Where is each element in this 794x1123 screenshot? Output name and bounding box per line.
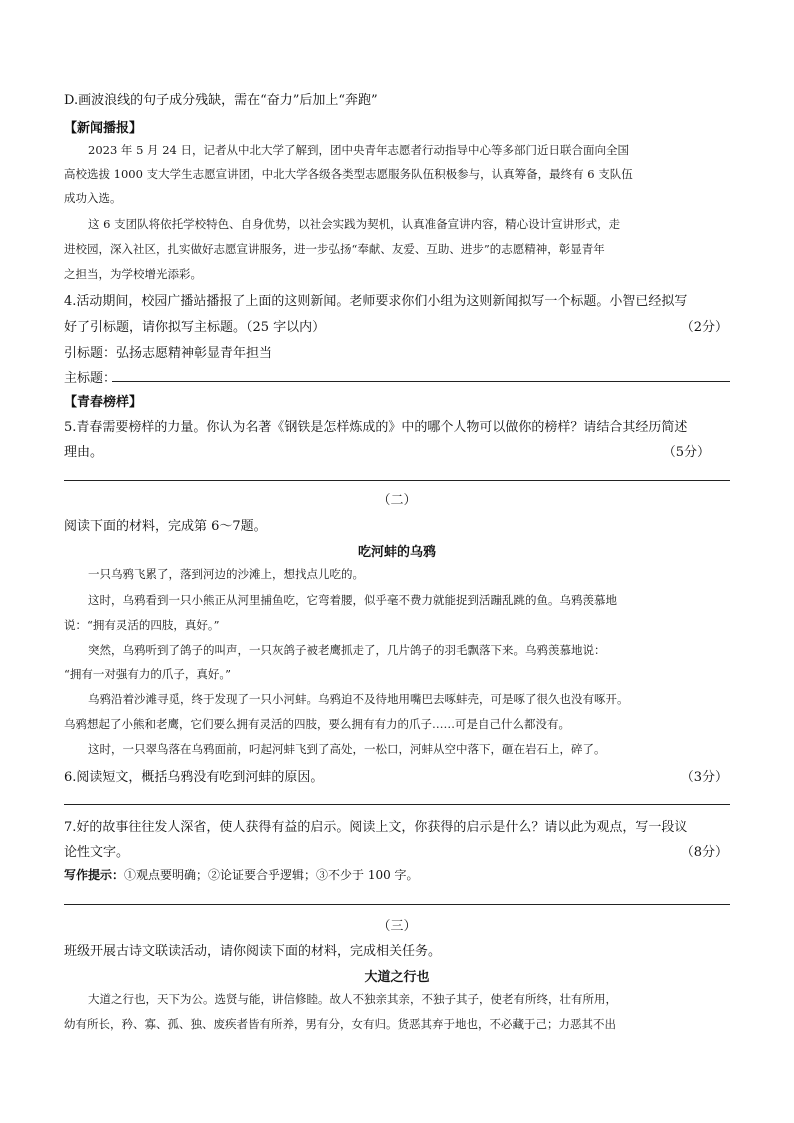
q7-line2: 论性文字。: [64, 845, 130, 860]
news-p1-line3: 成功入选。: [64, 191, 122, 205]
news-heading: 【新闻播报】: [64, 121, 143, 136]
writing-tip-text: ①观点要明确；②论证要合乎逻辑；③不少于 100 字。: [124, 868, 419, 882]
section-two-number: （二）: [377, 493, 417, 508]
story-para3-line1: 突然，乌鸦听到了鸽子的叫声，一只灰鸽子被老鹰抓走了，几片鸽子的羽毛飘落下来。乌鸦羡慕地说：: [88, 643, 606, 657]
q4-line1: 4.活动期间，校园广播站播报了上面的这则新闻。老师要求你们小组为这则新闻拟写一个标题。小智已经拟写: [64, 294, 688, 309]
writing-tip: [64, 866, 419, 883]
q5-score: （5分）: [662, 445, 710, 460]
youth-heading: 【青春榜样】: [64, 395, 143, 410]
story-para4-line1: 乌鸦沿着沙滩寻觅，终于发现了一只小河蚌。乌鸦迫不及待地用嘴巴去啄蚌壳，可是啄了很久也没有啄开。: [88, 692, 629, 706]
q5-line2: 理由。: [64, 445, 104, 460]
q7-answer-line[interactable]: [64, 904, 730, 905]
news-p2-line1: 这 6 支团队将依托学校特色、自身优势，以社会实践为契机，认真准备宣讲内容，精心设计宣讲形式，走: [88, 217, 621, 231]
writing-tip-label: 写作提示：: [64, 868, 125, 882]
q6-answer-line[interactable]: [64, 804, 730, 805]
story-para5: 这时，一只翠鸟落在乌鸦面前，叼起河蚌飞到了高处，一松口，河蚌从空中落下，砸在岩石上，碎了。: [88, 742, 606, 756]
news-p2-line3: 之担当，为学校增光添彩。: [64, 267, 202, 281]
q5-line1: 5.青春需要榜样的力量。你认为名著《钢铁是怎样炼成的》中的哪个人物可以做你的榜样？请结合其经历简述: [64, 420, 688, 435]
q7-score: （8分）: [680, 845, 728, 860]
section-two-instruction: 阅读下面的材料，完成第 6～7题。: [64, 519, 267, 534]
story-para2-line2: 说：“拥有灵活的四肢，真好。”: [64, 618, 220, 632]
q6-text: 6.阅读短文，概括乌鸦没有吃到河蚌的原因。: [64, 770, 324, 785]
classical-text-title: 大道之行也: [364, 970, 430, 985]
story-title: 吃河蚌的乌鸦: [357, 545, 436, 560]
news-p1-line1: 2023 年 5 月 24 日，记者从中北大学了解到，团中央青年志愿者行动指导中心等多部门近日联合面向全国: [88, 143, 629, 157]
news-p2-line2: 进校园，深入社区，扎实做好志愿宣讲服务，进一步弘扬“奉献、友爱、互助、进步”的志愿精神，彰显青年: [64, 242, 605, 256]
story-para1: 一只乌鸦飞累了，落到河边的沙滩上，想找点儿吃的。: [88, 567, 364, 581]
story-para4-line2: 乌鸦想起了小熊和老鹰，它们要么拥有灵活的四肢，要么拥有有力的爪子……可是自己什么都没有。: [64, 717, 570, 731]
story-para2-line1: 这时，乌鸦看到一只小熊正从河里捕鱼吃，它弯着腰，似乎毫不费力就能捉到活蹦乱跳的鱼。乌鸦羡慕地: [88, 593, 617, 607]
q7-line1: 7.好的故事往往发人深省，使人获得有益的启示。阅读上文，你获得的启示是什么？请以此为观点，写一段议: [64, 820, 688, 835]
q4-main-title-label: 主标题：: [64, 371, 117, 386]
classical-text-line2: 幼有所长，矜、寡、孤、独、废疾者皆有所养，男有分，女有归。货恶其弃于地也，不必藏于己；力恶其不出: [64, 1017, 616, 1031]
q6-score: （3分）: [680, 770, 728, 785]
q5-answer-line[interactable]: [64, 480, 730, 481]
news-p1-line2: 高校选拔 1000 支大学生志愿宣讲团，中北大学各级各类型志愿服务队伍积极参与，认真筹备，最终有 6 支队伍: [64, 167, 633, 181]
q4-score: （2分）: [680, 320, 728, 335]
q3-option-d: D.画波浪线的句子成分残缺，需在“奋力”后加上“奔跑”: [64, 93, 378, 108]
story-para3-line2: “拥有一对强有力的爪子，真好。”: [64, 667, 232, 681]
main-title-answer-line[interactable]: [112, 381, 730, 382]
section-three-number: （三）: [377, 919, 417, 934]
q4-intro-title: 引标题：弘扬志愿精神彰显青年担当: [64, 346, 273, 361]
classical-text-line1: 大道之行也，天下为公。选贤与能，讲信修睦。故人不独亲其亲，不独子其子，使老有所终，壮有所用，: [88, 992, 617, 1006]
q4-line2: 好了引标题，请你拟写主标题。（25 字以内）: [64, 320, 326, 335]
section-three-instruction: 班级开展古诗文联读活动，请你阅读下面的材料，完成相关任务。: [64, 944, 442, 959]
